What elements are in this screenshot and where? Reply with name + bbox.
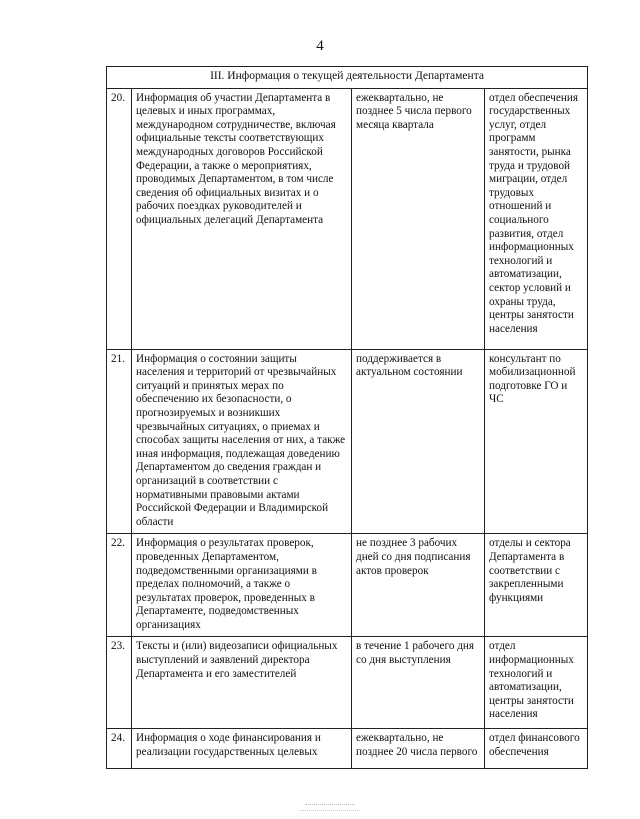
row-number: 24.: [107, 729, 132, 769]
term-cell: ежеквартально, не позднее 20 числа первого: [352, 729, 485, 769]
information-table: [106, 66, 588, 769]
table-row: [107, 88, 588, 349]
section-header-row: [107, 67, 588, 89]
scan-artifact: [305, 804, 355, 809]
term-cell: ежеквартально, не позднее 5 числа первого месяца квартала: [352, 88, 485, 349]
term-cell: поддерживается в актуальном состоянии: [352, 349, 485, 534]
table-row: [107, 534, 588, 637]
info-cell: Тексты и (или) видеозаписи официальных выступлений и заявлений директора Департамента и его заместителей: [132, 637, 352, 729]
responsible-cell: отдел финансового обеспечения: [485, 729, 588, 769]
term-cell: не позднее 3 рабочих дней со дня подписания актов проверок: [352, 534, 485, 637]
info-cell: Информация об участии Департамента в целевых и иных программах, международном сотрудничестве, включая официальные тексты соответствующих международных договоров Российской Федерации, а также о мероприятиях, проводимых Департаментом, в том числе сведения об официальных визитах и о рабочих поездках руководителей и официальных делегаций Департамента: [132, 88, 352, 349]
responsible-cell: отделы и сектора Департамента в соответствии с закрепленными функциями: [485, 534, 588, 637]
row-number: 23.: [107, 637, 132, 729]
responsible-cell: отдел обеспечения государственных услуг, отдел программ занятости, рынка труда и трудовой миграции, отдел трудовых отношений и социального развития, отдел информационных технологий и автоматизации, сектор условий и охраны труда, центры занятости населения: [485, 88, 588, 349]
info-cell: Информация о состоянии защиты населения и территорий от чрезвычайных ситуаций и принятых мерах по обеспечению их безопасности, о прогнозируемых и возникших чрезвычайных ситуациях, о приемах и способах защиты населения от них, а также иная информация, подлежащая доведению Департаментом до сведения граждан и организаций в соответствии с нормативными правовыми актами Российской Федерации и Владимирской области: [132, 349, 352, 534]
row-number: 20.: [107, 88, 132, 349]
row-number: 21.: [107, 349, 132, 534]
term-cell: в течение 1 рабочего дня со дня выступления: [352, 637, 485, 729]
page-number: 4: [316, 38, 324, 54]
section-title: III. Информация о текущей деятельности Департамента: [107, 67, 588, 89]
responsible-cell: отдел информационных технологий и автоматизации, центры занятости населения: [485, 637, 588, 729]
table-row: [107, 637, 588, 729]
info-cell: Информация о результатах проверок, проведенных Департаментом, подведомственными организациями в пределах полномочий, а также о результатах проверок, проведенных в Департаменте, подведомственных организациях: [132, 534, 352, 637]
table-row: [107, 349, 588, 534]
info-cell: Информация о ходе финансирования и реализации государственных целевых: [132, 729, 352, 769]
table-row: [107, 729, 588, 769]
row-number: 22.: [107, 534, 132, 637]
scan-artifact: [300, 810, 360, 813]
responsible-cell: консультант по мобилизационной подготовке ГО и ЧС: [485, 349, 588, 534]
